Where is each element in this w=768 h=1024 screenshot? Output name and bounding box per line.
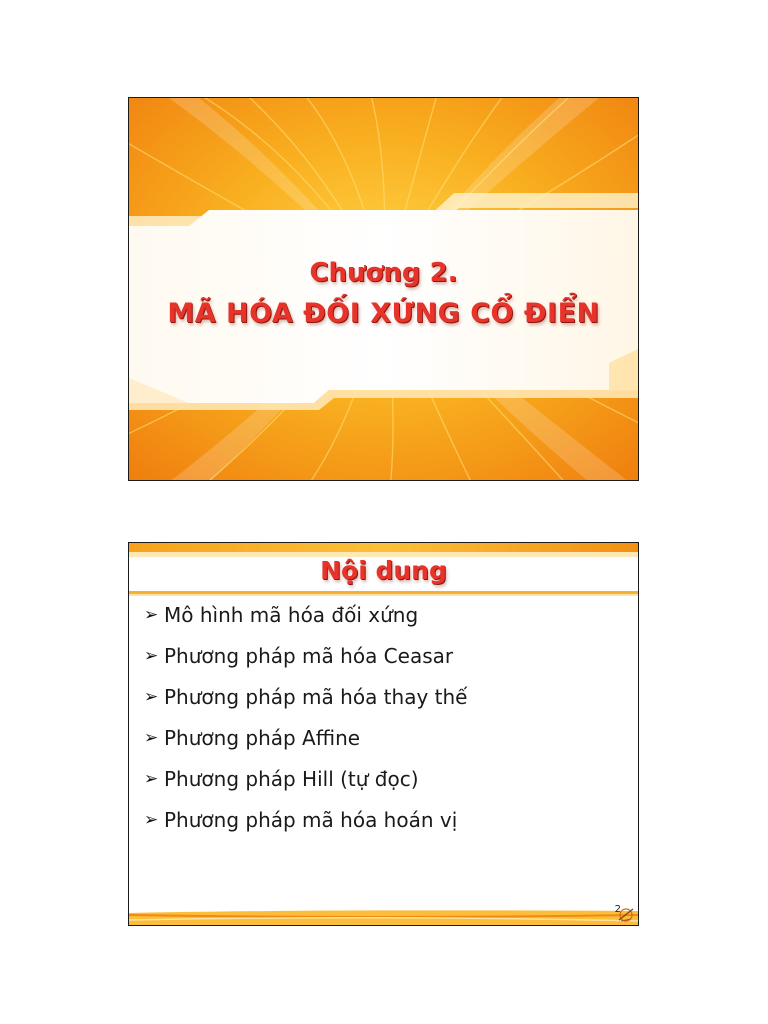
- list-item: [144, 726, 467, 767]
- list-item: [144, 644, 467, 685]
- list-item-label: Phương pháp mã hóa hoán vị: [164, 808, 458, 832]
- list-item-label: Phương pháp mã hóa thay thế: [164, 685, 468, 709]
- arrow-bullet-icon: ➢: [144, 810, 159, 830]
- chapter-subtitle: MÃ HÓA ĐỐI XỨNG CỔ ĐIỂN: [167, 298, 600, 329]
- arrow-bullet-icon: ➢: [144, 646, 159, 666]
- list-item-label: Phương pháp Hill (tự đọc): [164, 767, 419, 791]
- list-item: [144, 603, 467, 644]
- title-slide: [128, 97, 639, 481]
- list-item-label: Phương pháp mã hóa Ceasar: [164, 644, 454, 668]
- list-item: [144, 808, 467, 849]
- arrow-bullet-icon: ➢: [144, 687, 159, 707]
- arrow-bullet-icon: ➢: [144, 769, 159, 789]
- list-item-label: Phương pháp Affine: [164, 726, 361, 750]
- cd-logo-icon: [616, 905, 636, 923]
- list-item: [144, 767, 467, 808]
- contents-heading: Nội dung: [320, 556, 447, 585]
- list-item-label: Mô hình mã hóa đối xứng: [164, 603, 419, 627]
- orange-starburst-background: [129, 98, 639, 481]
- arrow-bullet-icon: ➢: [144, 605, 159, 625]
- contents-list: [144, 603, 467, 849]
- list-item: [144, 685, 467, 726]
- page-number: 2: [614, 904, 621, 915]
- contents-slide: [128, 542, 639, 926]
- chapter-title: Chương 2.: [309, 258, 458, 288]
- arrow-bullet-icon: ➢: [144, 728, 159, 748]
